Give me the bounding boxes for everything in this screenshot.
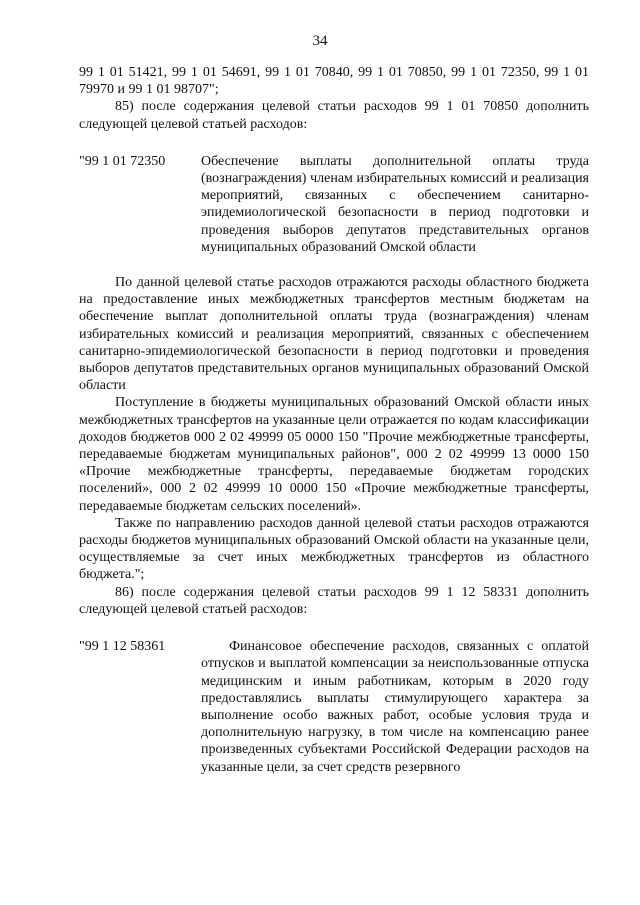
target-article-entry-58361 — [79, 638, 589, 776]
entry-code: "99 1 12 58361 — [79, 639, 166, 655]
item-85-paragraph: 85) после содержания целевой статьи расходов 99 1 01 70850 дополнить следующей целевой статьей расходов: — [79, 99, 589, 132]
entry-description: Финансовое обеспечение расходов, связанных с оплатой отпусков и выплатой компенсации за неиспользованные отпуска медицинским и иным работникам, которым в 2020 году предоставлялись выплаты стимулирующего характера за выполнение особо важных работ, особые условия труда и дополнительную нагрузку, в том числе на компенсацию ранее произведенных субъектами Российской Федерации расходов на указанные цели, за счет средств резервного — [201, 639, 589, 775]
entry-code: "99 1 01 72350 — [79, 153, 166, 169]
item-86-paragraph: 86) после содержания целевой статьи расходов 99 1 12 58331 дополнить следующей целевой статьей расходов: — [79, 584, 589, 617]
page-number: 34 — [312, 33, 328, 49]
target-article-entry-72350 — [79, 153, 589, 256]
revenue-codes-paragraph: Поступление в бюджеты муниципальных образований Омской области иных межбюджетных трансфертов на указанные цели отражается по кодам классификации доходов бюджетов 000 2 02 49999 05 0000 150 "Прочие межбюджетные трансферты, передаваемые бюджетам муниципальных районов", 000 2 02 49999 13 0000 150 «Прочие межбюджетные трансферты, передаваемые бюджетам городских поселений», 000 2 02 49999 10 0000 150 «Прочие межбюджетные трансферты, передаваемые бюджетам сельских поселений». — [79, 395, 589, 514]
expenses-description-paragraph: По данной целевой статье расходов отражаются расходы областного бюджета на предоставление иных межбюджетных трансфертов местным бюджетам на обеспечение выплат дополнительной оплаты труда (вознаграждения) членам избирательных комиссий и реализация мероприятий, связанных с обеспечением санитарно-эпидемиологической безопасности в период подготовки и проведения выборов депутатов представительных органов муниципальных образований Омской области — [79, 275, 589, 394]
document-body — [79, 64, 589, 776]
codes-continuation-paragraph: 99 1 01 51421, 99 1 01 54691, 99 1 01 70840, 99 1 01 70850, 99 1 01 72350, 99 1 01 79970 и 99 1 01 98707"; — [79, 65, 589, 98]
entry-description: Обеспечение выплаты дополнительной оплаты труда (вознаграждения) членам избирательных комиссий и реализация мероприятий, связанных с обеспечением санитарно-эпидемиологической безопасности в период подготовки и проведения выборов депутатов представительных органов муниципальных образований Омской области — [201, 153, 589, 255]
municipal-expenses-paragraph: Также по направлению расходов данной целевой статьи расходов отражаются расходы бюджетов муниципальных образований Омской области на указанные цели, осуществляемые за счет иных межбюджетных трансфертов из областного бюджета."; — [79, 515, 589, 583]
